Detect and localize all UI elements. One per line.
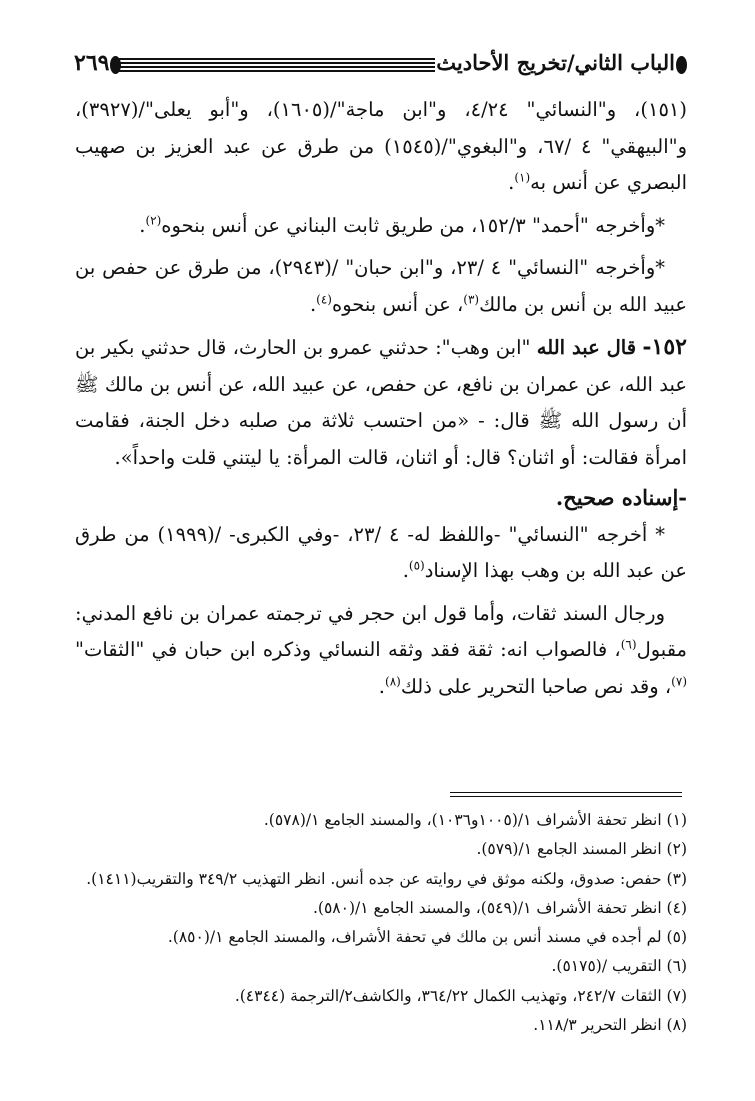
footnote-8: (٨) انظر التحرير ١١٨/٣. <box>533 1016 687 1035</box>
footnote-ref: (٤) <box>316 292 332 306</box>
footnote-2: (٢) انظر المسند الجامع ١/(٥٧٩). <box>476 840 687 859</box>
footnotes <box>75 806 687 1040</box>
footnote-3: (٣) حفص: صدوق، ولكنه موثق في روايته عن جده أنس. انظر التهذيب ٣٤٩/٢ والتقريب(١٤١١). <box>86 869 687 888</box>
footnote-7: (٧) الثقات ٢٤٢/٧، وتهذيب الكمال ٣٦٤/٢٢، والكاشف٢/الترجمة (٤٣٤٤). <box>234 986 687 1005</box>
paragraph-takhrij-1: (١٥١)، و"النسائي" ٤/٢٤، و"ابن ماجة"/(١٦٠٥)، و"أبو يعلى"/(٣٩٢٧)، و"البيهقي" ٤ /٦٧، و"البغوي"/(١٥٤٥) من طرق عن عبد العزيز بن صهيب البصري عن أنس به$^{(١)}$. <box>75 98 687 194</box>
header-rule <box>118 58 435 72</box>
footnote-ref: (١) <box>514 170 531 185</box>
hadith-152 <box>75 329 687 476</box>
header-ornament-right <box>676 56 687 74</box>
paragraph-takhrij-5: * أخرجه "النسائي" -واللفظ له- ٤ /٢٣، -وفي الكبرى- /(١٩٩٩) من طرق عن عبد الله بن وهب بهذا الإسناد$^{(٥)}$. <box>75 522 687 582</box>
paragraph-takhrij-3: *وأخرجه "النسائي" ٤ /٢٣، و"ابن حبان" /(٢٩٤٣)، من طرق عن حفص بن عبيد الله بن أنس بن مالك$^{(٣)}$، عن أنس بنحوه$^{(٤)}$. <box>75 256 687 316</box>
footnote-4: (٤) انظر تحفة الأشراف ١/(٥٤٩)، والمسند الجامع ١/(٥٨٠). <box>312 898 687 917</box>
main-text <box>75 92 687 705</box>
isnad-grading: -إسناده صحيح. <box>555 485 687 510</box>
footnote-1: (١) انظر تحفة الأشراف ١/(١٠٠٥و١٠٣٦)، والمسند الجامع ١/(٥٧٨). <box>263 811 687 829</box>
hadith-number: ١٥٢- <box>642 334 687 360</box>
footnote-ref: (٢) <box>145 213 162 227</box>
paragraph-rijal: ورجال السند ثقات، وأما قول ابن حجر في ترجمته عمران بن نافع المدني: مقبول$^{(٦)}$، فالصواب انه: ثقة فقد وثقه النسائي وذكره ابن حبان في "الثقات"$^{(٧)}$، وقد نص صاحبا التحرير على ذلك$^{(٨)}$. <box>75 601 687 698</box>
footnote-separator <box>450 792 682 798</box>
footnote-5: (٥) لم أجده في مسند أنس بن مالك في تحفة الأشراف، والمسند الجامع ١/(٨٥٠). <box>167 928 687 947</box>
hadith-narrator-intro: قال عبد الله <box>536 336 637 359</box>
hadith-text: "ابن وهب": حدثني عمرو بن الحارث، قال حدثني بكير بن عبد الله، عن عمران بن نافع، عن حفص، عن عبيد الله، عن أنس بن مالك ﷺ أن رسول الله ﷺ قال: - «من احتسب ثلاثة من صلبه دخل الجنة، فقامت امرأة فقالت: أو اثنان؟ قال: أو اثنان، قالت المرأة: يا ليتني قلت واحداً». <box>75 336 687 469</box>
footnote-ref: (٦) <box>620 637 637 652</box>
footnote-ref: (٧) <box>671 674 687 688</box>
footnote-6: (٦) التقريب /(٥١٧٥). <box>551 957 687 976</box>
paragraph-takhrij-2: *وأخرجه "أحمد" ١٥٢/٣، من طريق ثابت البناني عن أنس بنحوه$^{(٢)}$. <box>139 213 665 237</box>
footnote-ref: (٨) <box>385 674 401 688</box>
footnote-ref: (٥) <box>408 558 425 573</box>
footnote-ref: (٣) <box>463 292 480 306</box>
header-title: الباب الثاني/تخريج الأحاديث <box>436 50 675 75</box>
page-number: ٢٦٩ <box>74 50 110 76</box>
header-ornament-left <box>110 56 121 74</box>
running-header <box>68 46 693 86</box>
